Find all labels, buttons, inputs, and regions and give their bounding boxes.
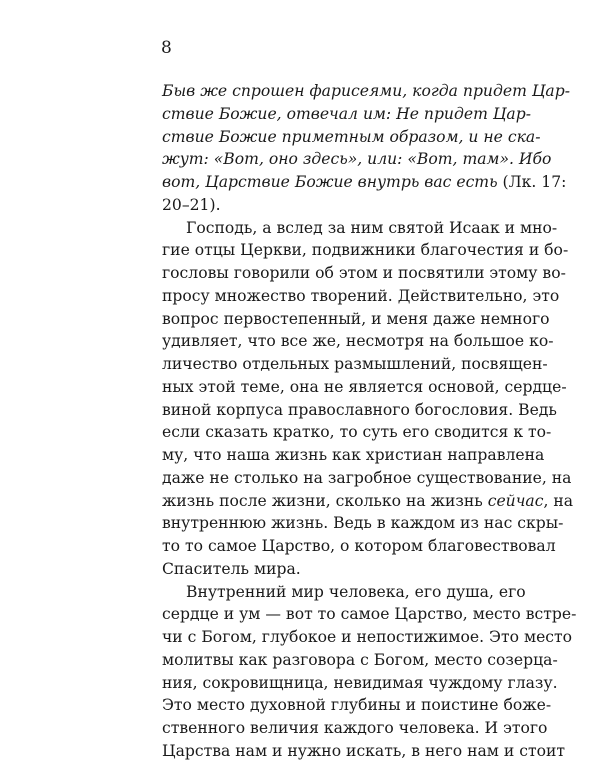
page-number: 8 xyxy=(161,38,172,58)
text-line: гие отцы Церкви, подвижники благочестия и бо- xyxy=(162,241,569,260)
text-segment: жизнь после жизни, сколько на жизнь xyxy=(162,491,488,510)
text-line: Спаситель мира. xyxy=(162,559,301,578)
text-line: Господь, а вслед за ним святой Исаак и мно- xyxy=(186,218,558,237)
text-line: гословы говорили об этом и посвятили этому во- xyxy=(162,264,566,282)
text-line: ных этой теме, она не является основой, сердце- xyxy=(162,377,567,396)
paragraph xyxy=(162,217,574,581)
text-line: ния, сокровищница, невидимая чуждому глазу. xyxy=(162,673,558,692)
text-line: жут: «Вот, оно здесь», или: «Вот, там». Ибо xyxy=(162,150,552,169)
text-line: му, что наша жизнь как христиан направлена xyxy=(162,446,545,464)
text-line xyxy=(162,490,574,513)
text-line: ствие Божие, отвечал им: Не придет Цар- xyxy=(162,104,531,123)
text-line: ственного величия каждого человека. И этого xyxy=(162,719,548,737)
paragraph xyxy=(162,581,577,763)
emphasis-word: сейчас xyxy=(487,491,544,510)
text-line: то то самое Царство, о котором благовествовал xyxy=(162,537,556,555)
scripture-reference: (Лк. 17: xyxy=(497,173,567,191)
text-line: 20–21). xyxy=(162,195,221,214)
text-line: если сказать кратко, то суть его сводится к то- xyxy=(162,423,552,442)
text-line: ствие Божие приметным образом, и не ска- xyxy=(162,127,541,146)
text-line: удивляет, что все же, несмотря на большое ко- xyxy=(162,332,554,351)
text-line: виной корпуса православного богословия. Ведь xyxy=(162,400,557,419)
text-line: Внутренний мир человека, его душа, его xyxy=(186,582,526,601)
text-line: внутреннюю жизнь. Ведь в каждом из нас скры- xyxy=(162,514,564,533)
text-line: даже не столько на загробное существование, на xyxy=(162,468,572,487)
text-line: Это место духовной глубины и поистине боже- xyxy=(162,696,552,715)
text-line: просу множество творений. Действительно, это xyxy=(162,286,560,305)
scripture-quote xyxy=(162,80,570,217)
text-segment: , на xyxy=(543,491,574,510)
text-line: чи с Богом, глубокое и непостижимое. Это место xyxy=(162,628,573,646)
text-line: личество отдельных размышлений, посвящен- xyxy=(162,355,548,373)
text-line: Царства нам и нужно искать, в него нам и стоит xyxy=(162,741,566,760)
text-line xyxy=(162,171,567,194)
text-line: молитвы как разговора с Богом, место созерца- xyxy=(162,650,558,669)
text-line: вопрос первостепенный, и меня даже немного xyxy=(162,309,550,328)
text-body xyxy=(162,80,577,763)
quote-text-end: вот, Царствие Божие внутрь вас есть xyxy=(162,173,498,191)
text-line: Быв же спрошен фарисеями, когда придет Цар- xyxy=(162,82,570,100)
text-line: сердце и ум — вот то самое Царство, место встре- xyxy=(162,605,577,624)
